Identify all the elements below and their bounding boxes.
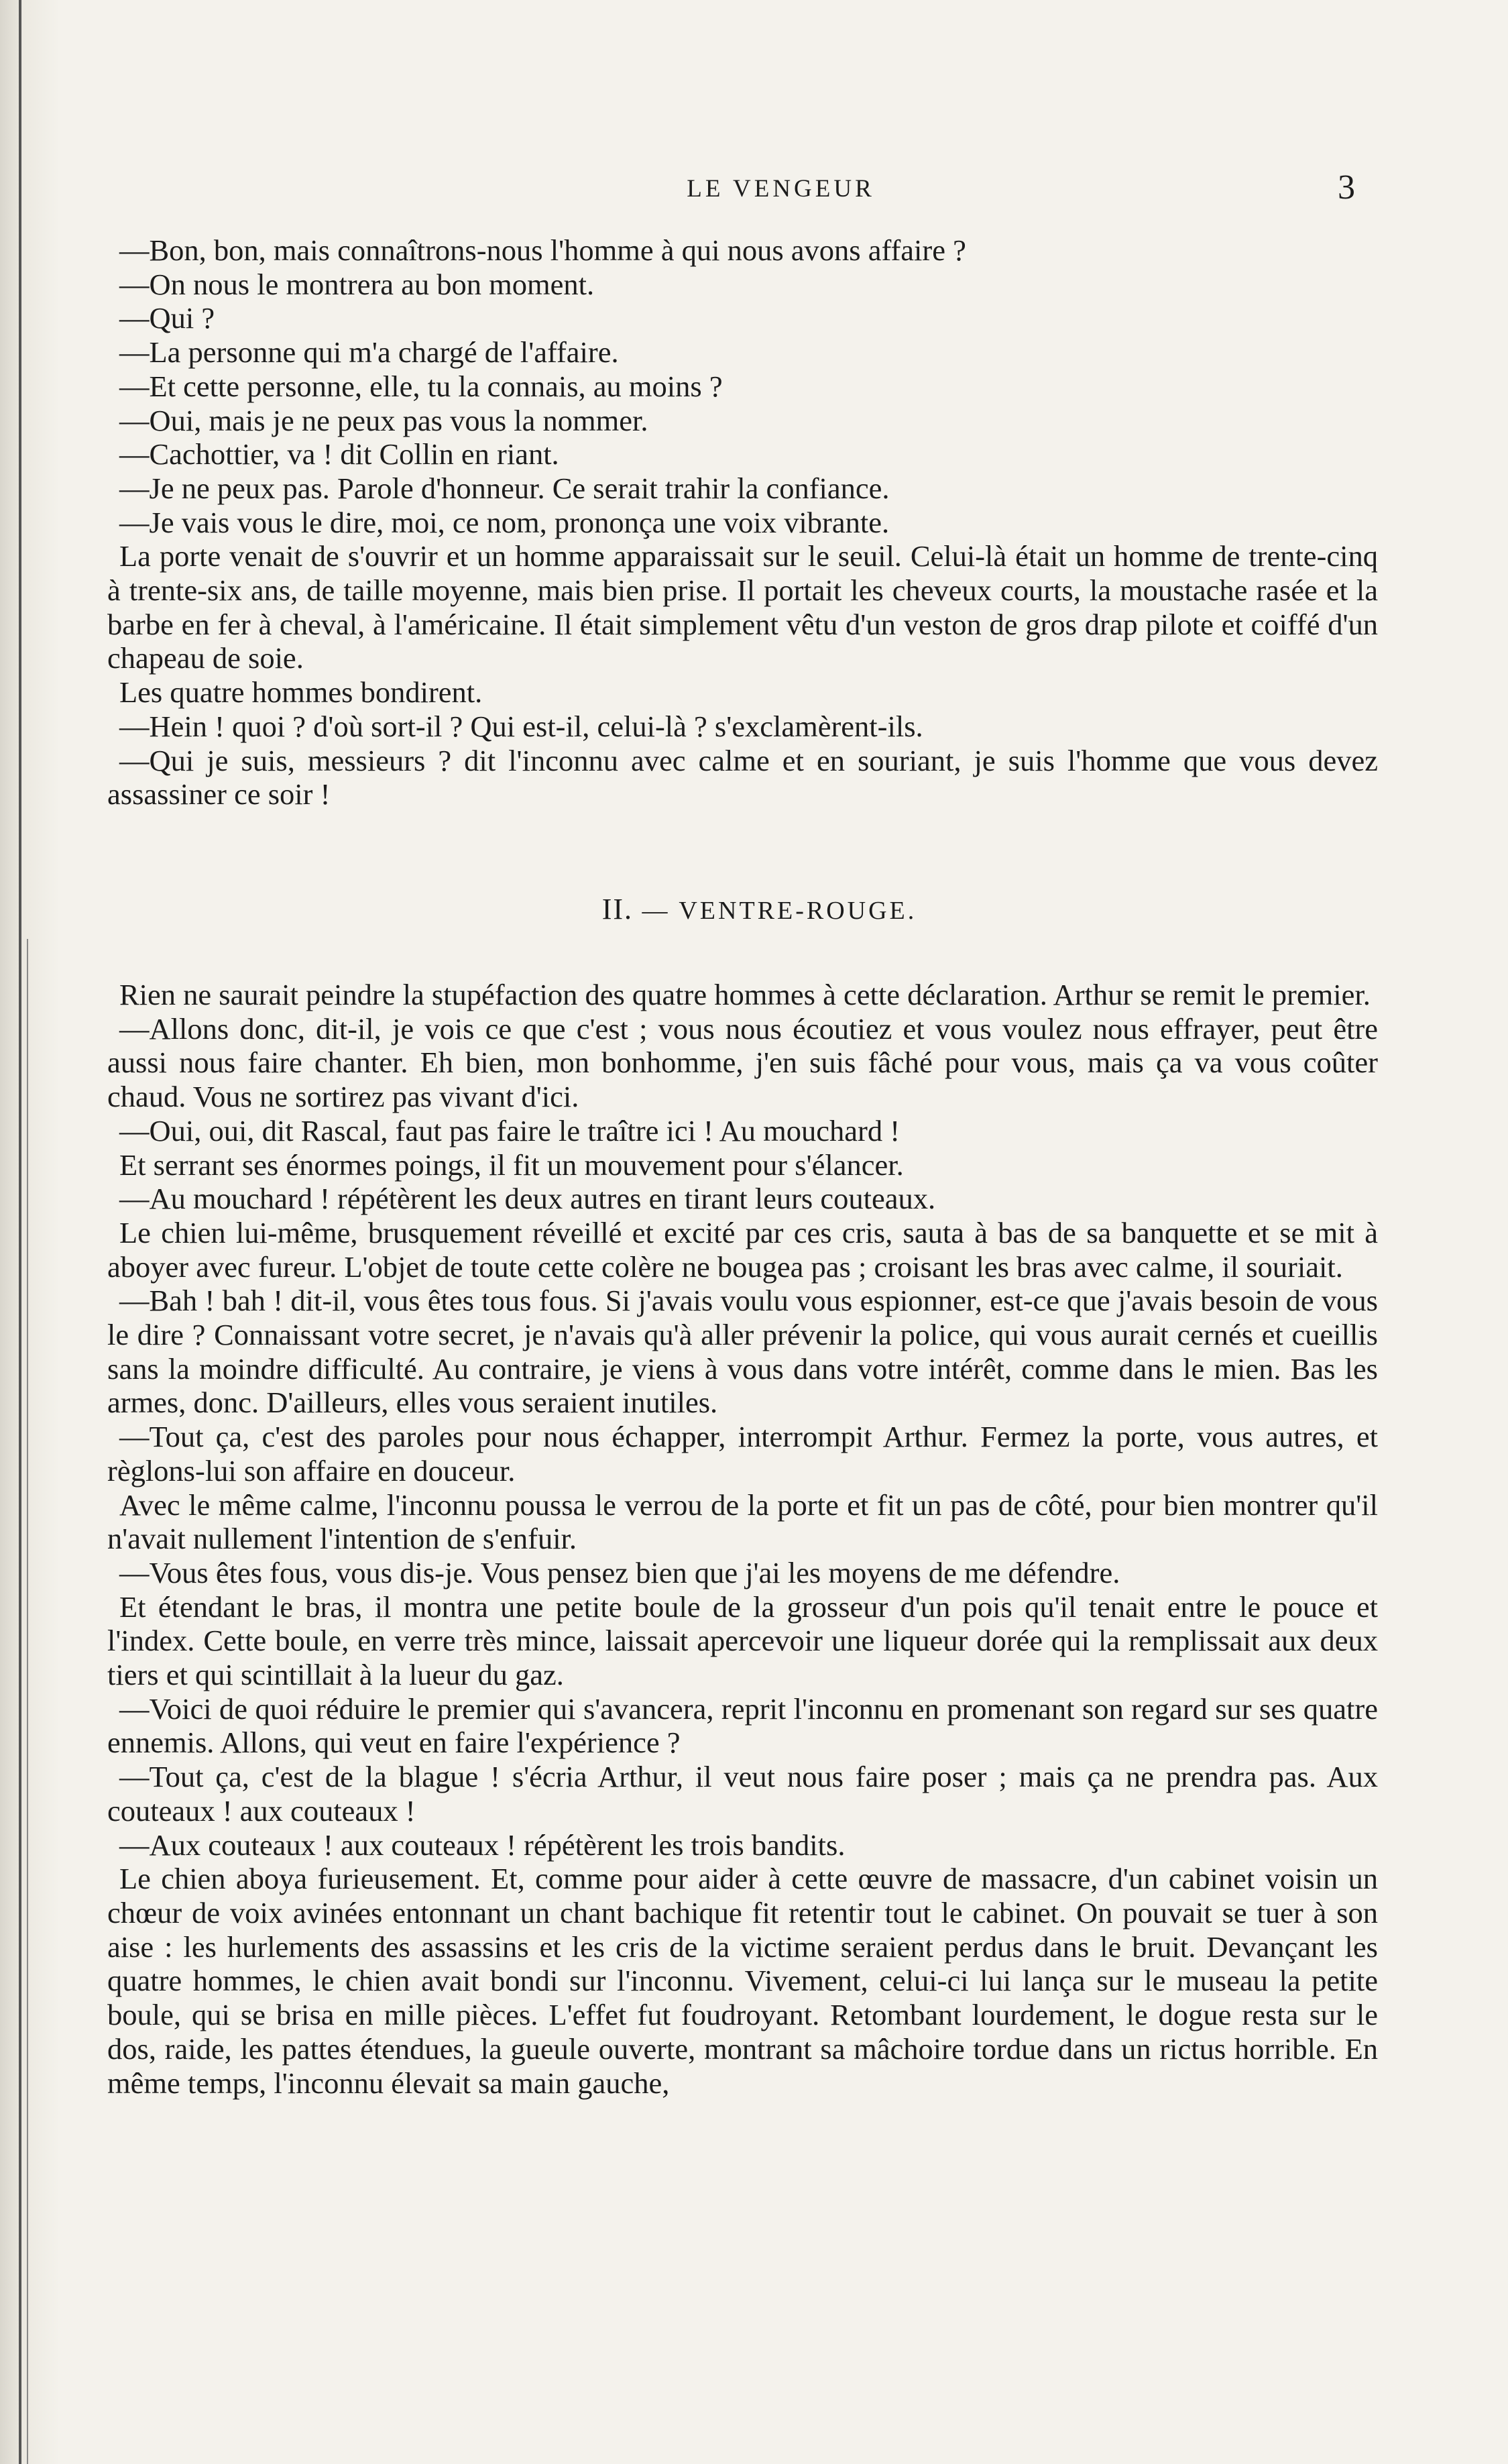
page-header <box>107 168 1414 215</box>
running-title: LE VENGEUR <box>687 175 875 203</box>
paragraph: La porte venait de s'ouvrir et un homme apparaissait sur le seuil. Celui-là était un homme de trente-cinq à trente-six ans, de taille moyenne, mais bien prise. Il portait les cheveux courts, la moustache rasée et la barbe en fer à cheval, à l'américaine. Il était simplement vêtu d'un veston de gros drap pilote et coiffé d'un chapeau de soie. <box>107 539 1378 675</box>
dialogue-line: —Et cette personne, elle, tu la connais, au moins ? <box>119 369 723 403</box>
binding-edge-line-secondary <box>27 939 28 2464</box>
paragraph: Rien ne saurait peindre la stupéfaction des quatre hommes à cette déclaration. Arthur se remit le premier. <box>119 978 1371 1011</box>
paragraph: Et serrant ses énormes poings, il fit un mouvement pour s'élancer. <box>119 1147 904 1182</box>
chapter-body <box>107 978 1378 2100</box>
dialogue-line: —Je vais vous le dire, moi, ce nom, prononça une voix vibrante. <box>119 505 890 539</box>
chapter-number: II. <box>601 893 634 926</box>
paragraph: Les quatre hommes bondirent. <box>119 675 483 710</box>
chapter-heading <box>107 892 1378 926</box>
page-number: 3 <box>1338 168 1355 207</box>
paragraph: —Voici de quoi réduire le premier qui s'avancera, reprit l'inconnu en promenant son regard sur ses quatre ennemis. Allons, qui veut en faire l'expérience ? <box>107 1691 1378 1760</box>
page-edge-shadow <box>0 0 60 2464</box>
paragraph: Le chien lui-même, brusquement réveillé et excité par ces cris, sauta à bas de sa banquette et se mit à aboyer avec fureur. L'objet de toute cette colère ne bougea pas ; croisant les bras avec calme, il souriait. <box>107 1215 1378 1284</box>
paragraph: Avec le même calme, l'inconnu poussa le verrou de la porte et fit un pas de côté, pour bien montrer qu'il n'avait nullement l'intention de s'enfuir. <box>107 1488 1378 1556</box>
dialogue-block <box>107 233 1378 811</box>
paragraph: —Tout ça, c'est des paroles pour nous échapper, interrompit Arthur. Fermez la porte, vous autres, et règlons-lui son affaire en douceur. <box>107 1420 1378 1488</box>
paragraph: —Aux couteaux ! aux couteaux ! répétèrent les trois bandits. <box>119 1828 846 1862</box>
paragraph: —Allons donc, dit-il, je vois ce que c'est ; vous nous écoutiez et vous voulez nous effrayer, peut être aussi nous faire chanter. Eh bien, mon bonhomme, j'en suis fâché pour vous, mais ça va vous coûter chaud. Vous ne sortirez pas vivant d'ici. <box>107 1011 1378 1114</box>
dialogue-line: —Oui, mais je ne peux pas vous la nommer. <box>119 403 648 437</box>
binding-edge-line <box>19 0 21 2464</box>
paragraph: —Qui je suis, messieurs ? dit l'inconnu avec calme et en souriant, je suis l'homme que vous devez assassiner ce soir ! <box>107 743 1378 811</box>
paragraph: Et étendant le bras, il montra une petite boule de la grosseur d'un pois qu'il tenait entre le pouce et l'index. Cette boule, en verre très mince, laissait apercevoir une liqueur dorée qui la remplissait aux deux tiers et qui scintillait à la lueur du gaz. <box>107 1589 1378 1692</box>
paragraph: —Tout ça, c'est de la blague ! s'écria Arthur, il veut nous faire poser ; mais ça ne prendra pas. Aux couteaux ! aux couteaux ! <box>107 1760 1378 1828</box>
dialogue-line: —Je ne peux pas. Parole d'honneur. Ce serait trahir la confiance. <box>119 471 890 505</box>
dialogue-line: —On nous le montrera au bon moment. <box>119 267 595 301</box>
paragraph: —Oui, oui, dit Rascal, faut pas faire le traître ici ! Au mouchard ! <box>119 1113 901 1147</box>
paragraph: —Au mouchard ! répétèrent les deux autres en tirant leurs couteaux. <box>119 1182 936 1216</box>
dialogue-line: —Qui ? <box>119 301 215 335</box>
dialogue-line: —La personne qui m'a chargé de l'affaire. <box>119 335 619 370</box>
paragraph: Le chien aboya furieusement. Et, comme pour aider à cette œuvre de massacre, d'un cabinet voisin un chœur de voix avinées entonnant un chant bachique fit retentir tout le cabinet. On pouvait se tuer à son aise : les hurlements des assassins et les cris de la victime seraient perdus dans le bruit. Devançant les quatre hommes, le chien avait bondi sur l'inconnu. Vivement, celui-ci lui lança sur le museau la petite boule, qui se brisa en mille pièces. L'effet fut foudroyant. Retombant lourdement, le dogue resta sur le dos, raide, les pattes étendues, la gueule ouverte, montrant sa mâchoire tordue dans un rictus horrible. En même temps, l'inconnu élevait sa main gauche, <box>107 1862 1378 2100</box>
dialogue-line: —Cachottier, va ! dit Collin en riant. <box>119 437 559 471</box>
dialogue-line: —Bon, bon, mais connaîtrons-nous l'homme à qui nous avons affaire ? <box>119 233 966 267</box>
paragraph: —Bah ! bah ! dit-il, vous êtes tous fous. Si j'avais voulu vous espionner, est-ce que j'avais besoin de vous le dire ? Connaissant votre secret, je n'avais qu'à aller prévenir la police, qui vous aurait cernés et cueillis sans la moindre difficulté. Au contraire, je viens à vous dans votre intérêt, comme dans le mien. Bas les armes, donc. D'ailleurs, elles vous seraient inutiles. <box>107 1284 1378 1420</box>
paragraph: —Vous êtes fous, vous dis-je. Vous pensez bien que j'ai les moyens de me défendre. <box>119 1555 1120 1589</box>
paragraph: —Hein ! quoi ? d'où sort-il ? Qui est-il, celui-là ? s'exclamèrent-ils. <box>119 709 923 743</box>
chapter-title: — VENTRE-ROUGE. <box>642 897 917 925</box>
